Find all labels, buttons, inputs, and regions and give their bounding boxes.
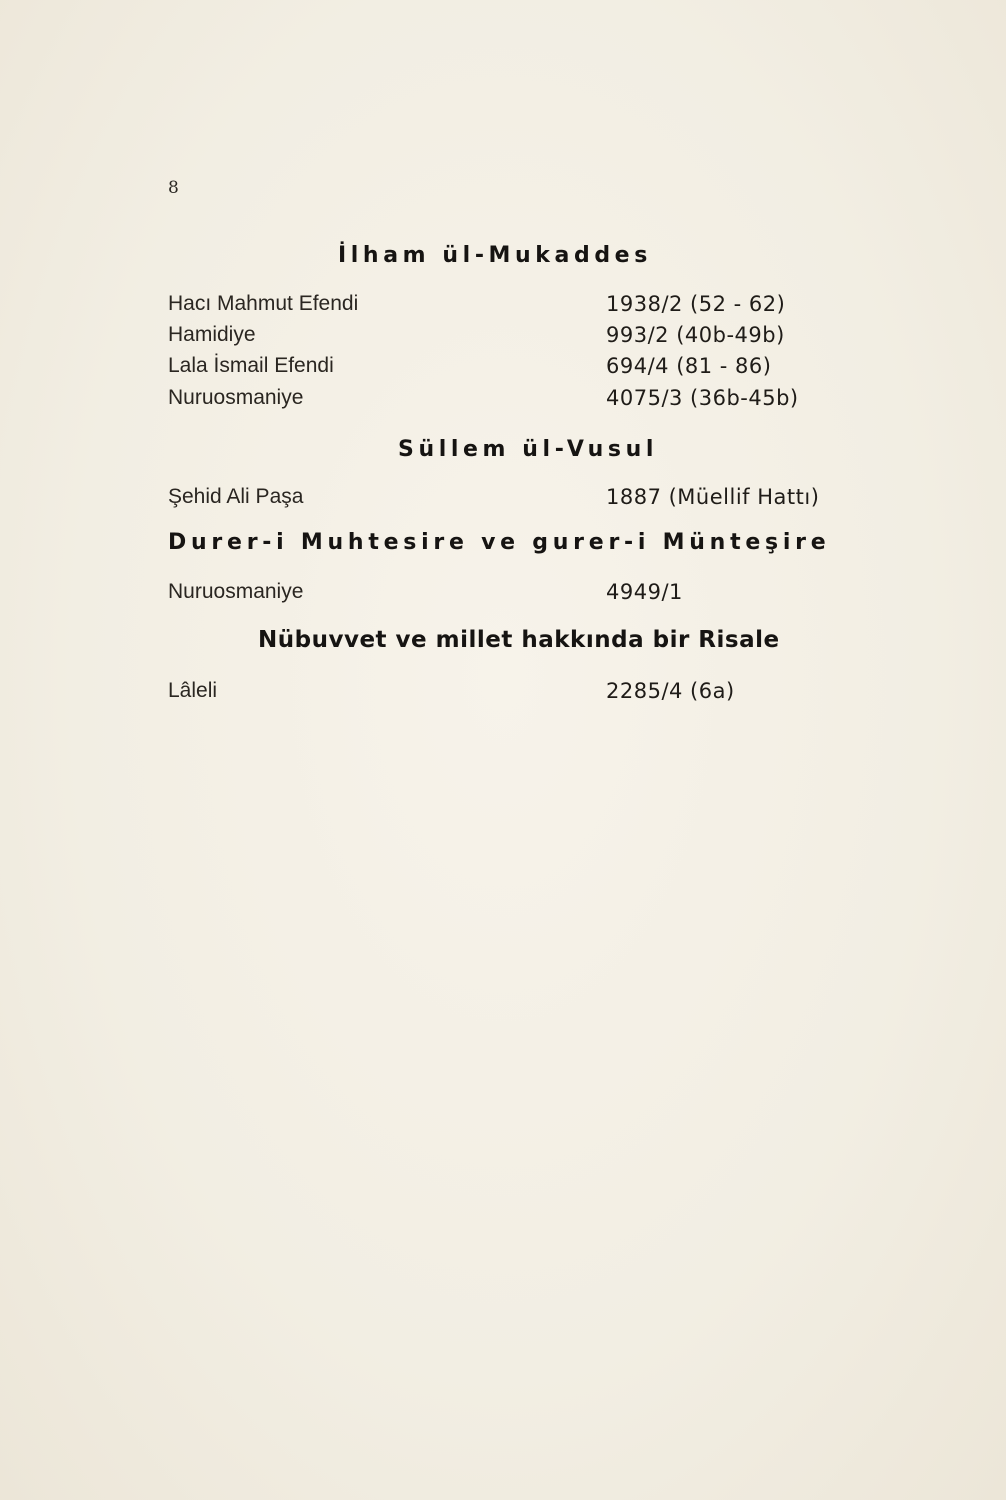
list-item xyxy=(168,323,848,353)
section-title: İlham ül-Mukaddes xyxy=(338,243,652,268)
list-item xyxy=(168,485,848,515)
manuscript-ref: 694/4 (81 - 86) xyxy=(606,354,772,378)
section-title: Nübuvvet ve millet hakkında bir Risale xyxy=(258,627,780,653)
manuscript-ref: 1938/2 (52 - 62) xyxy=(606,292,786,316)
manuscript-ref: 4075/3 (36b-45b) xyxy=(606,386,799,410)
library-name: Hamidiye xyxy=(168,323,256,346)
page-number: 8 xyxy=(168,178,179,198)
library-name: Nuruosmaniye xyxy=(168,386,304,409)
section-title: Süllem ül-Vusul xyxy=(398,437,659,462)
library-name: Şehid Ali Paşa xyxy=(168,485,304,508)
library-name: Nuruosmaniye xyxy=(168,580,304,603)
library-name: Hacı Mahmut Efendi xyxy=(168,292,359,315)
list-item xyxy=(168,386,848,416)
list-item xyxy=(168,354,848,384)
list-item xyxy=(168,580,848,610)
list-item xyxy=(168,292,848,322)
manuscript-ref: 4949/1 xyxy=(606,580,683,604)
manuscript-ref: 2285/4 (6a) xyxy=(606,679,735,703)
manuscript-ref: 993/2 (40b-49b) xyxy=(606,323,785,347)
list-item xyxy=(168,679,848,709)
library-name: Lala İsmail Efendi xyxy=(168,354,334,377)
library-name: Lâleli xyxy=(168,679,218,702)
manuscript-ref: 1887 (Müellif Hattı) xyxy=(606,485,820,509)
section-title: Durer-i Muhtesire ve gurer-i Münteşire xyxy=(168,530,831,555)
